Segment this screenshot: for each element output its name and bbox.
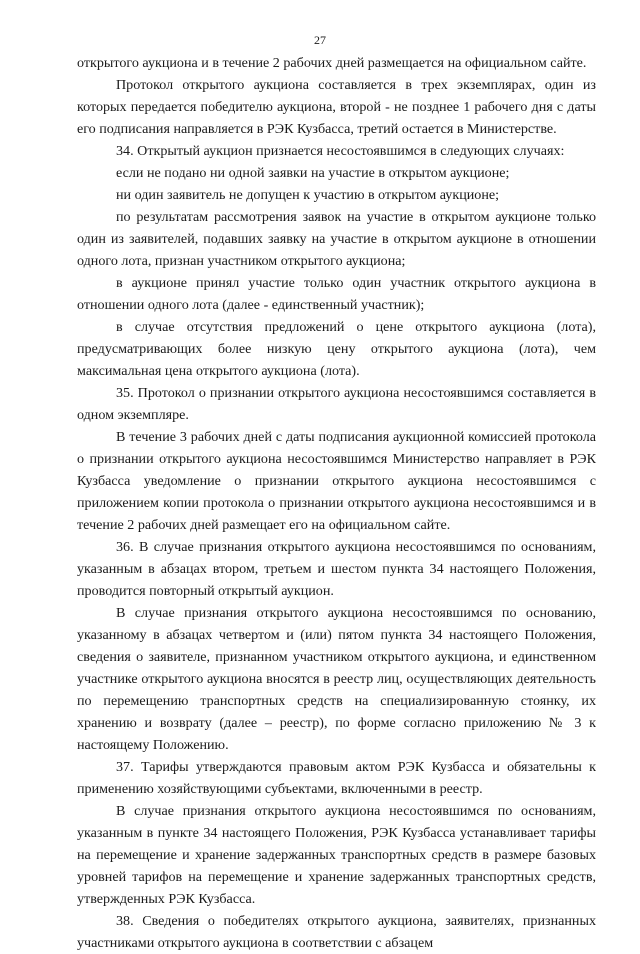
paragraph-clause-35-notice: В течение 3 рабочих дней с даты подписания аукционной комиссией протокола о признании открытого аукциона несостоявшимся Министерство направляет в РЭК Кузбасса уведомление о признании открытого аукциона несостоявшимся с приложением копии протокола о признании открытого аукциона несостоявшимся и в течение 2 рабочих дней размещает его на официальном сайте. xyxy=(77,429,596,533)
paragraph-clause-34-case-3: по результатам рассмотрения заявок на участие в открытом аукционе только один из заявителей, подавших заявку на участие в открытом аукционе в отношении одного лота, признан участником открытого аукциона; xyxy=(77,209,596,269)
document-body xyxy=(77,52,596,954)
paragraph-clause-38: 38. Сведения о победителях открытого аукциона, заявителях, признанных участниками открытого аукциона в соответствии с абзацем xyxy=(77,913,596,951)
paragraph-clause-36-registry: В случае признания открытого аукциона несостоявшимся по основанию, указанному в абзацах четвертом и (или) пятом пункта 34 настоящего Положения, сведения о заявителе, признанном участником открытого аукциона, и единственном участнике открытого аукциона вносятся в реестр лиц, осуществляющих деятельность по перемещению транспортных средств на специализированную стоянку, их хранению и возврату (далее – реестр), по форме согласно приложению № 3 к настоящему Положению. xyxy=(77,605,596,753)
paragraph-clause-34-case-5: в случае отсутствия предложений о цене открытого аукциона (лота), предусматривающих более низкую цену открытого аукциона (лота), чем максимальная цена открытого аукциона (лота). xyxy=(77,319,596,379)
page-number: 27 xyxy=(314,33,326,47)
paragraph-clause-34-case-1: если не подано ни одной заявки на участие в открытом аукционе; xyxy=(116,165,510,181)
paragraph-clause-36: 36. В случае признания открытого аукциона несостоявшимся по основаниям, указанным в абзацах втором, третьем и шестом пункта 34 настоящего Положения, проводится повторный открытый аукцион. xyxy=(77,539,596,599)
paragraph-continuation: открытого аукциона и в течение 2 рабочих дней размещается на официальном сайте. xyxy=(77,55,587,71)
paragraph-clause-34-case-2: ни один заявитель не допущен к участию в открытом аукционе; xyxy=(116,187,500,203)
paragraph-clause-37-tariffs: В случае признания открытого аукциона несостоявшимся по основаниям, указанным в пункте 34 настоящего Положения, РЭК Кузбасса устанавливает тарифы на перемещение и хранение задержанных транспортных средств в размере базовых уровней тарифов на перемещение и хранение задержанных транспортных средств, утвержденных РЭК Кузбасса. xyxy=(77,803,596,907)
paragraph-clause-34-case-4: в аукционе принял участие только один участник открытого аукциона в отношении одного лота (далее - единственный участник); xyxy=(77,275,596,313)
paragraph-clause-35: 35. Протокол о признании открытого аукциона несостоявшимся составляется в одном экземпляре. xyxy=(77,385,596,423)
paragraph-clause-34: 34. Открытый аукцион признается несостоявшимся в следующих случаях: xyxy=(116,143,565,159)
paragraph-protocol-copies: Протокол открытого аукциона составляется в трех экземплярах, один из которых передается победителю аукциона, второй - не позднее 1 рабочего дня с даты его подписания направляется в РЭК Кузбасса, третий остается в Министерстве. xyxy=(77,77,596,137)
paragraph-clause-37: 37. Тарифы утверждаются правовым актом РЭК Кузбасса и обязательны к применению хозяйствующими субъектами, включенными в реестр. xyxy=(77,759,596,797)
